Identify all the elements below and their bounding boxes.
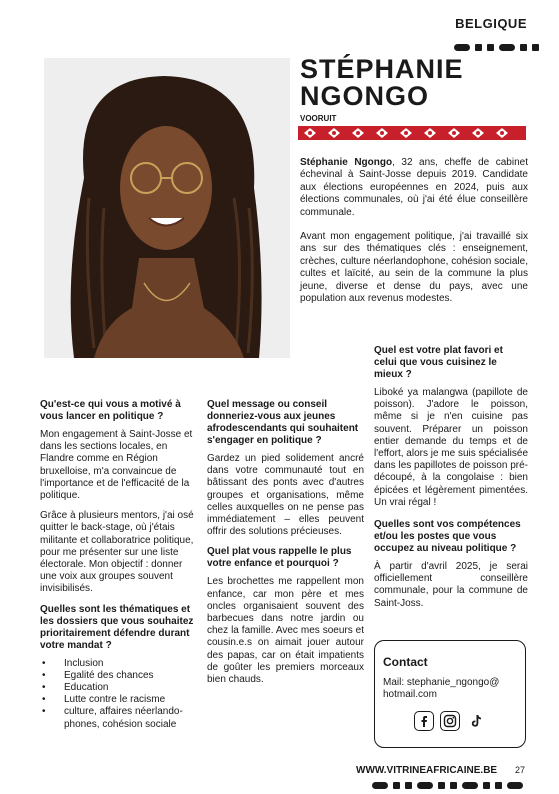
intro-name: Stéphanie Ngongo xyxy=(300,157,393,168)
website-link[interactable]: WWW.VITRINEAFRICAINE.BE xyxy=(356,765,498,776)
question-advice: Quel message ou conseil donneriez-vous aux jeunes afrodescendants qui souhaitent s'engager en politique ? xyxy=(207,399,359,446)
intro-paragraph-2: Avant mon engagement politique, j'ai travaillé six ans sur des thématiques clés : enseignement, crèches, culture néerlandophone, cohésion sociale, cultes et laïcité, au sein de la commune la plus jeune, diverse et dense du pays, avec une population aux revenus modestes. xyxy=(300,231,528,305)
person-name xyxy=(300,56,464,110)
answer-favorite-dish: Liboké ya malangwa (papillote de poisson). J'adore le poisson, même si je n'en cuisine pas souvent. Préparer un poisson entier demande du temps et de l'effort, alors je me suis spécialisée dans les papillotes de poisson pré-découpé, à la congolaise : bien épicées et légèrement pimentées. Un vrai régal ! xyxy=(374,387,529,508)
answer-motivation-1: Mon engagement à Saint-Josse et dans les sections locales, en Flandre comme en Région bruxelloise, m'a convaincue de l'importance et de l'efficacité de la politique. xyxy=(40,429,193,502)
contact-email[interactable]: Mail: stephanie_ngongo@ hotmail.com xyxy=(383,677,500,700)
decorative-band xyxy=(298,126,526,140)
column-2 xyxy=(207,399,364,694)
question-priorities: Quelles sont les thématiques et les dossiers que vous souhaitez prioritairement défendre durant votre mandat ? xyxy=(40,603,194,651)
country-label: BELGIQUE xyxy=(455,16,527,31)
list-item: • Education xyxy=(40,682,196,694)
answer-competences: À partir d'avril 2025, je serai officiellement conseillère communale, pour la commune de Saint-Joss. xyxy=(374,561,528,609)
contact-box xyxy=(374,640,526,748)
answer-motivation-2: Grâce à plusieurs mentors, j'ai osé quitter le back-stage, où j'étais militante et collaboratrice politique, pour me présenter sur une liste électorale. Mon objectif : donner une voix aux groupes souvent invisibilisés. xyxy=(40,510,194,595)
name-first: STÉPHANIE xyxy=(300,54,464,84)
list-item: • Egalité des chances xyxy=(40,670,196,682)
portrait-photo xyxy=(44,58,290,358)
intro-bio: , 32 ans, cheffe de cabinet échevinal à Saint-Josse depuis 2019. Candidate aux élections européennes en 2024, puis aux élections communales, où j'ai été élue conseillère communale. xyxy=(300,157,528,218)
affiliation-label: VOORUIT xyxy=(300,114,337,123)
list-item: • culture, affaires néerlando-phones, cohésion sociale xyxy=(40,706,196,730)
tiktok-icon[interactable] xyxy=(466,711,486,731)
list-item: • Inclusion xyxy=(40,658,196,670)
question-competences: Quelles sont vos compétences et/ou les postes que vous occupez au niveau politique ? xyxy=(374,519,521,555)
contact-title: Contact xyxy=(383,655,428,669)
answer-advice: Gardez un pied solidement ancré dans votre communauté tout en bâtissant des ponts avec d'autres groupes et organisations, même celles auxquelles on ne pense pas immédiatement – elles peuvent offrir des solutions précieuses. xyxy=(207,453,364,538)
question-motivation: Qu'est-ce qui vous a motivé à vous lancer en politique ? xyxy=(40,399,181,422)
facebook-icon[interactable] xyxy=(414,711,434,731)
column-1 xyxy=(40,399,196,731)
instagram-icon[interactable] xyxy=(440,711,460,731)
header-decoration xyxy=(454,44,539,51)
question-childhood-dish: Quel plat vous rappelle le plus votre enfance et pourquoi ? xyxy=(207,546,352,570)
footer-decoration xyxy=(372,782,523,789)
intro-text xyxy=(300,157,528,317)
list-item: • Lutte contre le racisme xyxy=(40,694,196,706)
topics-list xyxy=(40,658,196,731)
page-number: 27 xyxy=(515,765,526,775)
name-last: NGONGO xyxy=(300,81,430,111)
answer-childhood-dish: Les brochettes me rappellent mon enfance, car mon père et mes oncles organisaient souvent des barbecues dans notre jardin ou chez la famille. Avec mes soeurs et cousin.e.s on aimait jouer autour des papas, car on était impatients de goûter les premiers morceaux bien chauds. xyxy=(207,576,364,686)
social-links xyxy=(383,711,517,731)
question-favorite-dish: Quel est votre plat favori et celui que vous cuisinez le mieux ? xyxy=(374,345,503,380)
column-3 xyxy=(374,345,528,618)
